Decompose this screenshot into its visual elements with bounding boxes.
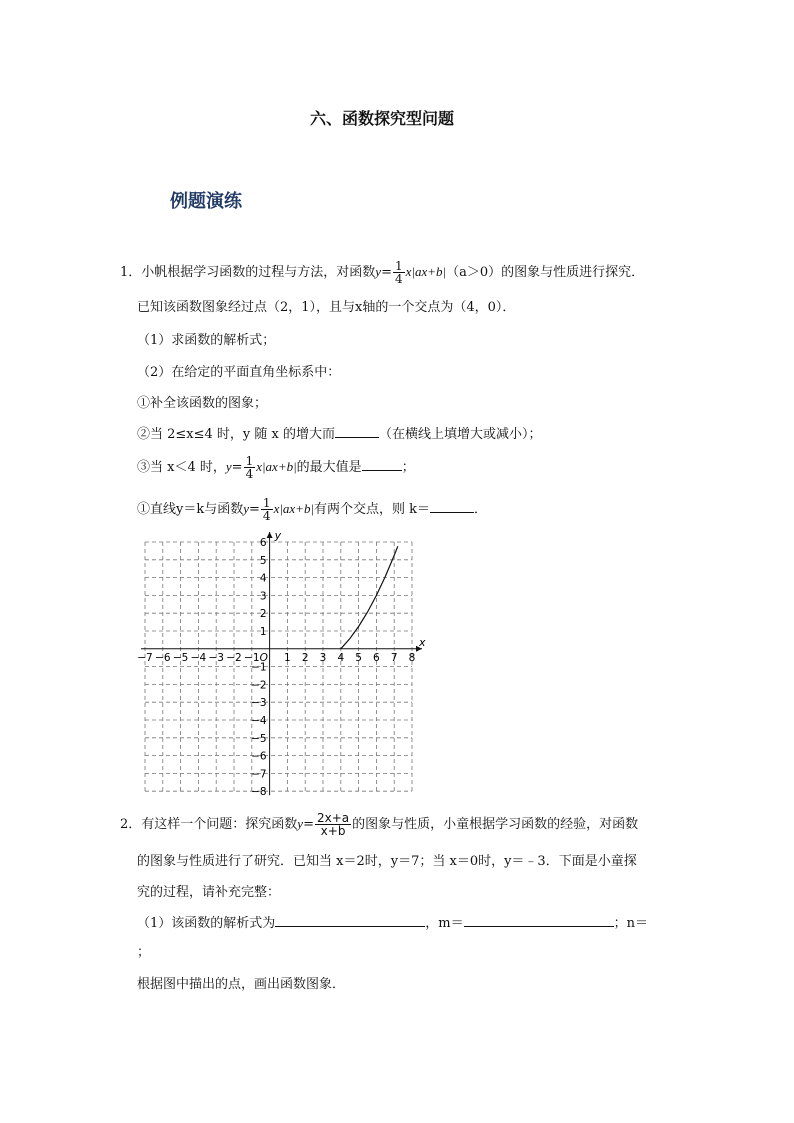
q1-frac-num: 1 <box>394 259 403 273</box>
x-tick-label: −4 <box>190 651 207 664</box>
y-tick-label: 1 <box>259 626 267 638</box>
y-tick-label: −6 <box>251 750 267 763</box>
q2-line1-post: 的图象与性质，小童根据学习函数的经验，对函数 <box>352 817 639 832</box>
q2-frac-den: x+b <box>320 824 346 838</box>
q1-y-var: y <box>375 264 382 279</box>
y-tick-label: −2 <box>251 679 267 692</box>
q2-part1 <box>137 914 648 934</box>
q1-sub3-frac-den: 4 <box>245 467 254 481</box>
answer-blank[interactable] <box>362 458 402 471</box>
q1-part2: （2）在给定的平面直角坐标系中： <box>137 365 341 380</box>
answer-blank[interactable] <box>464 914 614 927</box>
q1-line1 <box>120 260 644 285</box>
y-tick-label: −7 <box>251 768 267 781</box>
q1-abs-expr: x|ax+b| <box>405 264 447 279</box>
origin-label: O <box>259 651 268 664</box>
y-tick-label: 5 <box>259 554 267 567</box>
q2-fraction <box>315 812 351 837</box>
q1-sub2-post: （在横线上填增大或减小）； <box>379 427 542 442</box>
y-tick-label: −3 <box>251 697 267 710</box>
q1-sub4-end: ． <box>474 502 488 517</box>
q2-y-var: y <box>297 816 304 831</box>
x-tick-label: 4 <box>337 651 345 664</box>
q1-sub3-pre: ③当 x＜4 时， <box>137 460 226 475</box>
q1-sub4-y: y <box>243 501 250 516</box>
q1-sub4-eq: = <box>249 502 260 517</box>
x-tick-label: 6 <box>373 651 380 664</box>
q1-frac-den: 4 <box>394 272 403 286</box>
x-axis-label: x <box>419 635 426 649</box>
x-tick-label: 5 <box>355 651 362 664</box>
q1-part1: （1）求函数的解析式； <box>137 333 276 348</box>
q2-line1 <box>120 812 638 837</box>
q2-frac-num: 2x+a <box>316 811 350 825</box>
q1-sub4-fraction <box>261 497 273 522</box>
x-tick-label: 1 <box>284 651 291 664</box>
q1-sub1: ①补全该函数的图象； <box>137 396 268 411</box>
q1-sub4-frac-den: 4 <box>262 509 271 523</box>
q1-sub3-fraction <box>244 455 256 480</box>
y-tick-label: −1 <box>251 661 267 674</box>
q2-part1-end: ； <box>137 945 151 960</box>
x-tick-label: −3 <box>208 651 224 664</box>
q1-eq: = <box>381 265 392 280</box>
x-tick-label: 8 <box>408 651 416 664</box>
q1-sub3-expr: x|ax+b| <box>256 459 297 474</box>
q1-line2: 已知该函数图象经过点（2，1），且与x轴的一个交点为（4，0）． <box>137 300 516 315</box>
q1-sub3-eq: = <box>231 460 243 475</box>
function-curve <box>341 546 398 649</box>
x-tick-label: −1 <box>244 651 260 664</box>
x-tick-label: 3 <box>319 651 327 664</box>
answer-blank[interactable] <box>430 500 474 513</box>
q1-cond: （a＞0） <box>446 265 502 280</box>
x-tick-label: 7 <box>390 651 398 664</box>
q1-sub4-pre: ①直线y＝k与函数 <box>137 502 244 517</box>
x-tick-label: −6 <box>155 651 171 664</box>
y-tick-label: 3 <box>259 590 267 603</box>
q1-sub3-frac-num: 1 <box>245 454 254 468</box>
y-axis-arrow <box>267 532 273 538</box>
y-axis-label: y <box>274 530 282 542</box>
q1-sub3-end: ； <box>401 460 415 475</box>
x-tick-label: −7 <box>137 651 153 664</box>
q2-number: 2． <box>120 817 142 832</box>
y-tick-label: 6 <box>259 537 267 549</box>
y-tick-label: −5 <box>251 732 267 745</box>
q2-line1-pre: 有这样一个问题：探究函数 <box>141 817 298 832</box>
section-heading: 例题演练 <box>170 191 242 212</box>
answer-blank[interactable] <box>275 914 425 927</box>
q1-sub3-post: 的最大值是 <box>296 460 362 475</box>
q2-part1-pre: （1）该函数的解析式为 <box>137 916 276 931</box>
q1-sub3 <box>137 455 415 480</box>
x-tick-label: 2 <box>301 651 309 664</box>
page-title: 六、函数探究型问题 <box>310 109 455 128</box>
q2-eq: = <box>303 817 314 832</box>
q1-fraction <box>393 260 405 285</box>
q2-part1-m: ，m＝ <box>425 916 464 931</box>
q2-part1-n: ；n＝ <box>613 916 648 931</box>
y-tick-label: −8 <box>251 786 267 799</box>
q1-sub2-pre: ②当 2≤x≤4 时，y 随 x 的增大而 <box>137 427 335 442</box>
q1-sub4-expr: x|ax+b| <box>273 501 315 516</box>
coordinate-plane <box>130 530 430 800</box>
q1-sub4-post: 有两个交点，则 k＝ <box>314 502 431 517</box>
y-tick-label: 2 <box>259 608 267 621</box>
q1-sub2 <box>137 425 542 445</box>
q1-line1-post: 的图象与性质进行探究． <box>501 265 645 280</box>
q1-sub4-frac-num: 1 <box>262 496 271 510</box>
q1-sub3-y: y <box>225 459 232 474</box>
q1-sub4 <box>137 497 487 522</box>
y-tick-label: −4 <box>251 715 267 727</box>
x-tick-label: −5 <box>172 651 189 664</box>
answer-blank[interactable] <box>335 425 379 438</box>
q1-number: 1． <box>120 265 142 280</box>
y-tick-label: 4 <box>259 572 267 585</box>
q2-line2: 的图象与性质进行了研究．已知当 x＝2时，y＝7；当 x＝0时，y＝﹣3．下面是小童探 <box>137 854 637 869</box>
q2-line5: 根据图中描出的点，画出函数图象． <box>137 977 346 992</box>
x-tick-label: −2 <box>226 651 242 664</box>
q2-line3: 究的过程，请补充完整： <box>137 885 281 900</box>
q1-line1-pre: 小帆根据学习函数的过程与方法，对函数 <box>141 265 376 280</box>
